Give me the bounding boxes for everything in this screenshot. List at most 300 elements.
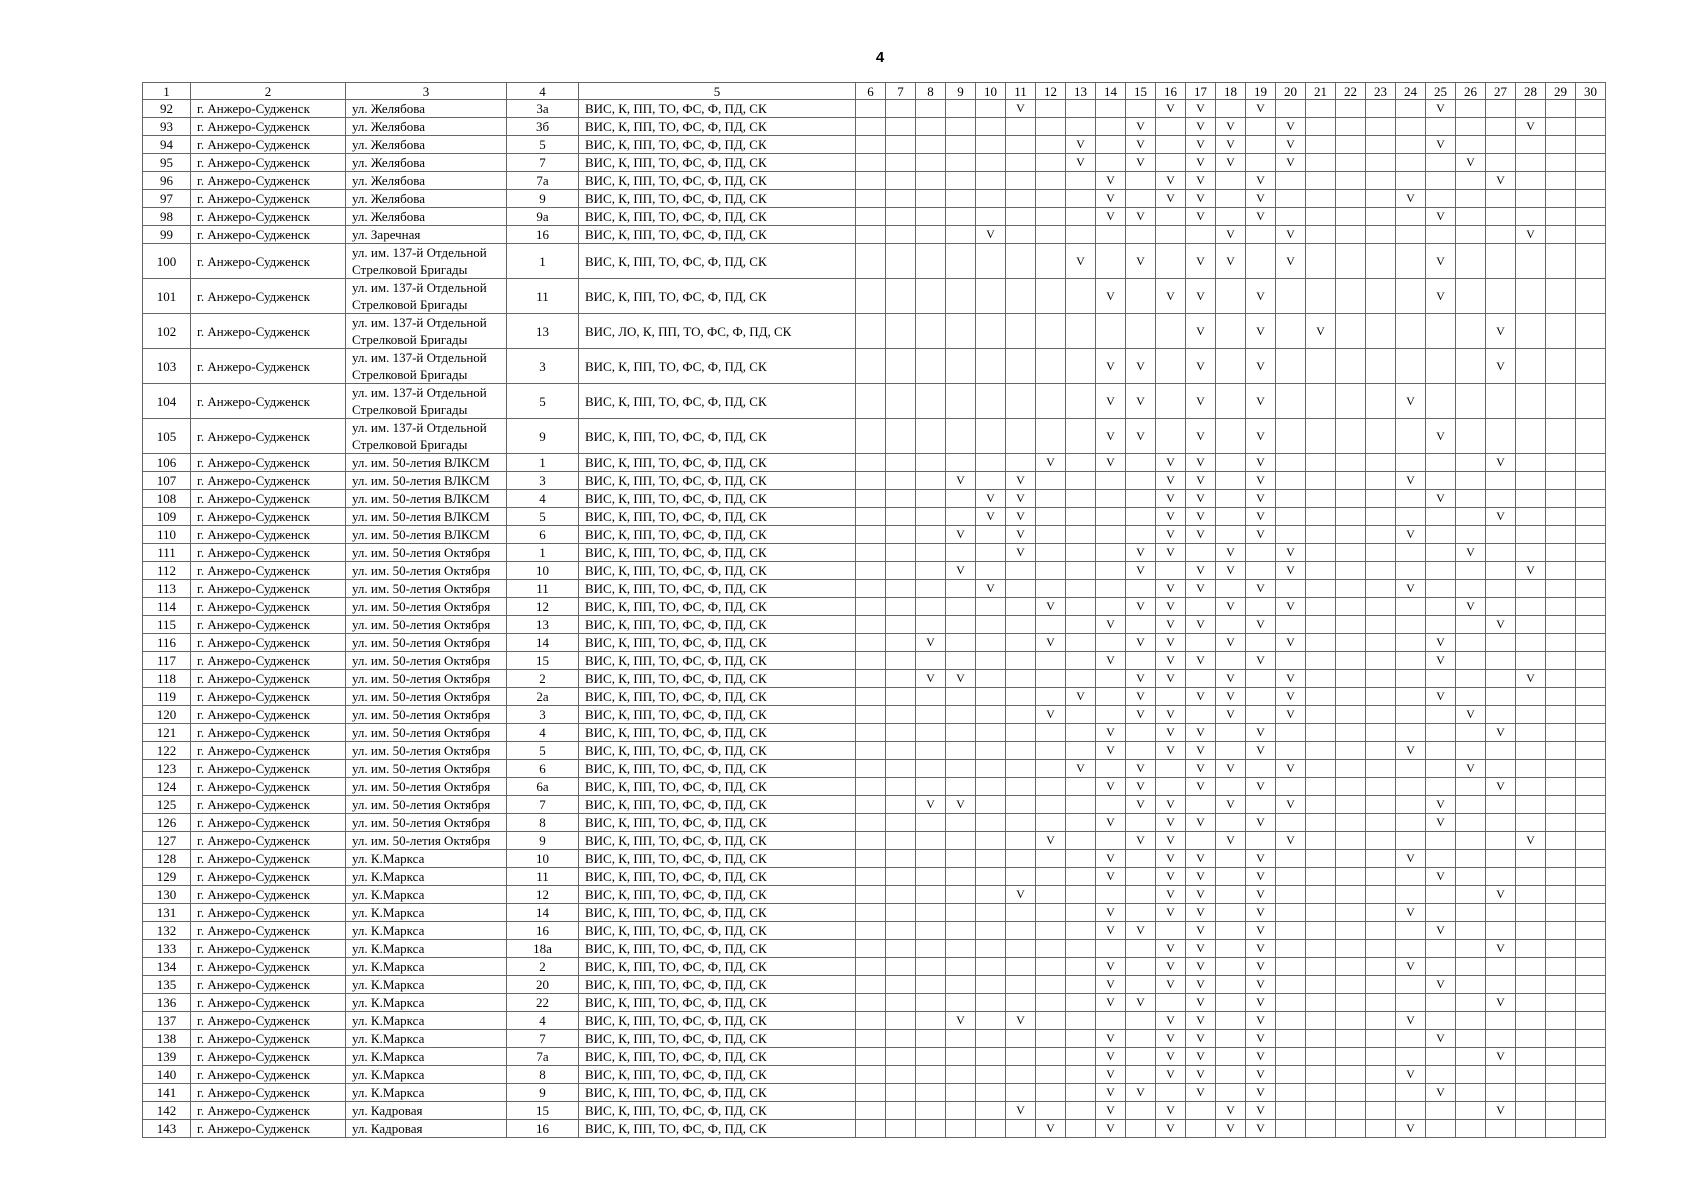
- city-cell: г. Анжеро-Судженск: [191, 760, 346, 778]
- empty-cell: [1036, 544, 1066, 562]
- empty-cell: [1006, 814, 1036, 832]
- empty-cell: [1066, 778, 1096, 796]
- mark-cell: V: [1156, 490, 1186, 508]
- mark-cell: V: [1246, 616, 1276, 634]
- empty-cell: [1006, 598, 1036, 616]
- empty-cell: [1366, 419, 1396, 454]
- empty-cell: [916, 958, 946, 976]
- row-number-cell: 131: [143, 904, 191, 922]
- empty-cell: [1336, 598, 1366, 616]
- empty-cell: [916, 190, 946, 208]
- empty-cell: [1546, 490, 1576, 508]
- empty-cell: [1036, 226, 1066, 244]
- empty-cell: [916, 526, 946, 544]
- mark-cell: V: [1246, 976, 1276, 994]
- column-number-cell: 11: [1006, 83, 1036, 100]
- works-list-cell: ВИС, К, ПП, ТО, ФС, Ф, ПД, СК: [579, 724, 856, 742]
- empty-cell: [1066, 976, 1096, 994]
- empty-cell: [916, 349, 946, 384]
- empty-cell: [1486, 279, 1516, 314]
- works-list-cell: ВИС, К, ПП, ТО, ФС, Ф, ПД, СК: [579, 850, 856, 868]
- mark-cell: V: [1186, 904, 1216, 922]
- mark-cell: V: [1426, 976, 1456, 994]
- empty-cell: [946, 922, 976, 940]
- city-cell: г. Анжеро-Судженск: [191, 419, 346, 454]
- mark-cell: V: [1186, 314, 1216, 349]
- empty-cell: [1006, 1084, 1036, 1102]
- empty-cell: [1456, 976, 1486, 994]
- empty-cell: [1576, 1066, 1606, 1084]
- mark-cell: V: [1036, 832, 1066, 850]
- empty-cell: [1576, 904, 1606, 922]
- empty-cell: [1066, 868, 1096, 886]
- house-number-cell: 8: [507, 814, 579, 832]
- empty-cell: [1546, 580, 1576, 598]
- empty-cell: [1036, 136, 1066, 154]
- empty-cell: [1516, 652, 1546, 670]
- table-row: [143, 136, 1606, 154]
- empty-cell: [1336, 850, 1366, 868]
- mark-cell: V: [1186, 118, 1216, 136]
- empty-cell: [1096, 244, 1126, 279]
- empty-cell: [946, 778, 976, 796]
- empty-cell: [1006, 904, 1036, 922]
- empty-cell: [1546, 314, 1576, 349]
- city-cell: г. Анжеро-Судженск: [191, 244, 346, 279]
- works-list-cell: ВИС, К, ПП, ТО, ФС, Ф, ПД, СК: [579, 1084, 856, 1102]
- empty-cell: [1516, 814, 1546, 832]
- mark-cell: V: [1426, 279, 1456, 314]
- table-row: [143, 724, 1606, 742]
- empty-cell: [1006, 1048, 1036, 1066]
- street-cell: ул. Желябова: [346, 172, 507, 190]
- mark-cell: V: [1246, 172, 1276, 190]
- empty-cell: [1036, 580, 1066, 598]
- column-number-cell: 30: [1576, 83, 1606, 100]
- mark-cell: V: [1186, 994, 1216, 1012]
- empty-cell: [1156, 384, 1186, 419]
- empty-cell: [1126, 940, 1156, 958]
- mark-cell: V: [1426, 688, 1456, 706]
- empty-cell: [1516, 508, 1546, 526]
- empty-cell: [1036, 868, 1066, 886]
- empty-cell: [886, 742, 916, 760]
- empty-cell: [1486, 244, 1516, 279]
- house-number-cell: 11: [507, 580, 579, 598]
- mark-cell: V: [1246, 508, 1276, 526]
- table-row: [143, 490, 1606, 508]
- mark-cell: V: [1186, 1066, 1216, 1084]
- street-cell: ул. им. 50-летия ВЛКСМ: [346, 454, 507, 472]
- empty-cell: [1396, 226, 1426, 244]
- empty-cell: [1126, 1012, 1156, 1030]
- empty-cell: [1126, 616, 1156, 634]
- table-row: [143, 384, 1606, 419]
- empty-cell: [916, 976, 946, 994]
- empty-cell: [1066, 796, 1096, 814]
- mark-cell: V: [1186, 349, 1216, 384]
- empty-cell: [1216, 814, 1246, 832]
- mark-cell: V: [1186, 490, 1216, 508]
- works-list-cell: ВИС, ЛО, К, ПП, ТО, ФС, Ф, ПД, СК: [579, 314, 856, 349]
- empty-cell: [1096, 670, 1126, 688]
- empty-cell: [1426, 832, 1456, 850]
- empty-cell: [1216, 976, 1246, 994]
- empty-cell: [1576, 1102, 1606, 1120]
- empty-cell: [1006, 850, 1036, 868]
- empty-cell: [1006, 208, 1036, 226]
- empty-cell: [1426, 349, 1456, 384]
- empty-cell: [946, 1084, 976, 1102]
- empty-cell: [886, 904, 916, 922]
- works-list-cell: ВИС, К, ПП, ТО, ФС, Ф, ПД, СК: [579, 1048, 856, 1066]
- empty-cell: [1156, 226, 1186, 244]
- empty-cell: [1276, 508, 1306, 526]
- row-number-cell: 143: [143, 1120, 191, 1138]
- empty-cell: [1396, 1048, 1426, 1066]
- empty-cell: [1396, 886, 1426, 904]
- street-cell: ул. К.Маркса: [346, 850, 507, 868]
- empty-cell: [1336, 796, 1366, 814]
- city-cell: г. Анжеро-Судженск: [191, 706, 346, 724]
- mark-cell: V: [1186, 562, 1216, 580]
- street-cell: ул. К.Маркса: [346, 1066, 507, 1084]
- empty-cell: [1216, 349, 1246, 384]
- empty-cell: [1336, 778, 1366, 796]
- empty-cell: [1186, 706, 1216, 724]
- empty-cell: [1066, 1030, 1096, 1048]
- empty-cell: [1396, 118, 1426, 136]
- city-cell: г. Анжеро-Судженск: [191, 922, 346, 940]
- empty-cell: [976, 652, 1006, 670]
- empty-cell: [1036, 279, 1066, 314]
- empty-cell: [1576, 490, 1606, 508]
- empty-cell: [1126, 226, 1156, 244]
- mark-cell: V: [1156, 886, 1186, 904]
- empty-cell: [916, 172, 946, 190]
- empty-cell: [976, 922, 1006, 940]
- empty-cell: [1066, 490, 1096, 508]
- house-number-cell: 14: [507, 634, 579, 652]
- mark-cell: V: [1036, 1120, 1066, 1138]
- street-cell: ул. им. 50-летия Октября: [346, 580, 507, 598]
- empty-cell: [1426, 706, 1456, 724]
- empty-cell: [1036, 814, 1066, 832]
- empty-cell: [886, 1012, 916, 1030]
- empty-cell: [1336, 208, 1366, 226]
- mark-cell: V: [1486, 724, 1516, 742]
- empty-cell: [1576, 1030, 1606, 1048]
- house-number-cell: 3: [507, 472, 579, 490]
- empty-cell: [1486, 190, 1516, 208]
- empty-cell: [856, 562, 886, 580]
- empty-cell: [946, 172, 976, 190]
- city-cell: г. Анжеро-Судженск: [191, 814, 346, 832]
- mark-cell: V: [1156, 1030, 1186, 1048]
- row-number-cell: 122: [143, 742, 191, 760]
- empty-cell: [1366, 136, 1396, 154]
- empty-cell: [1036, 100, 1066, 118]
- mark-cell: V: [1126, 244, 1156, 279]
- works-list-cell: ВИС, К, ПП, ТО, ФС, Ф, ПД, СК: [579, 226, 856, 244]
- house-number-cell: 1: [507, 244, 579, 279]
- empty-cell: [856, 490, 886, 508]
- empty-cell: [856, 244, 886, 279]
- empty-cell: [886, 454, 916, 472]
- empty-cell: [1456, 904, 1486, 922]
- mark-cell: V: [976, 226, 1006, 244]
- table-row: [143, 958, 1606, 976]
- city-cell: г. Анжеро-Судженск: [191, 598, 346, 616]
- mark-cell: V: [1486, 1102, 1516, 1120]
- table-row: [143, 100, 1606, 118]
- empty-cell: [1276, 384, 1306, 419]
- empty-cell: [916, 940, 946, 958]
- empty-cell: [976, 724, 1006, 742]
- row-number-cell: 137: [143, 1012, 191, 1030]
- empty-cell: [1276, 958, 1306, 976]
- empty-cell: [1546, 634, 1576, 652]
- empty-cell: [856, 652, 886, 670]
- empty-cell: [1306, 1048, 1336, 1066]
- empty-cell: [1546, 454, 1576, 472]
- empty-cell: [1336, 279, 1366, 314]
- city-cell: г. Анжеро-Судженск: [191, 349, 346, 384]
- empty-cell: [1066, 634, 1096, 652]
- empty-cell: [1576, 314, 1606, 349]
- empty-cell: [916, 244, 946, 279]
- empty-cell: [1456, 724, 1486, 742]
- works-list-cell: ВИС, К, ПП, ТО, ФС, Ф, ПД, СК: [579, 190, 856, 208]
- empty-cell: [1576, 244, 1606, 279]
- mark-cell: V: [1216, 562, 1246, 580]
- mark-cell: V: [1276, 154, 1306, 172]
- empty-cell: [1336, 1084, 1366, 1102]
- empty-cell: [886, 652, 916, 670]
- empty-cell: [1426, 742, 1456, 760]
- empty-cell: [1276, 652, 1306, 670]
- empty-cell: [1366, 958, 1396, 976]
- mark-cell: V: [1186, 1012, 1216, 1030]
- empty-cell: [1546, 922, 1576, 940]
- mark-cell: V: [1126, 670, 1156, 688]
- empty-cell: [886, 940, 916, 958]
- empty-cell: [1306, 598, 1336, 616]
- empty-cell: [886, 760, 916, 778]
- mark-cell: V: [1066, 688, 1096, 706]
- street-cell: ул. им. 50-летия ВЛКСМ: [346, 490, 507, 508]
- empty-cell: [976, 760, 1006, 778]
- mark-cell: V: [1276, 796, 1306, 814]
- empty-cell: [1276, 1102, 1306, 1120]
- empty-cell: [1036, 1048, 1066, 1066]
- mark-cell: V: [1156, 279, 1186, 314]
- empty-cell: [1336, 976, 1366, 994]
- street-cell: ул. Желябова: [346, 118, 507, 136]
- empty-cell: [1216, 508, 1246, 526]
- empty-cell: [946, 832, 976, 850]
- empty-cell: [916, 922, 946, 940]
- table-row: [143, 1048, 1606, 1066]
- empty-cell: [1516, 706, 1546, 724]
- city-cell: г. Анжеро-Судженск: [191, 279, 346, 314]
- mark-cell: V: [1426, 1084, 1456, 1102]
- empty-cell: [1336, 508, 1366, 526]
- empty-cell: [886, 384, 916, 419]
- empty-cell: [1336, 580, 1366, 598]
- mark-cell: V: [1186, 154, 1216, 172]
- empty-cell: [1186, 598, 1216, 616]
- column-number-cell: 26: [1456, 83, 1486, 100]
- empty-cell: [1396, 454, 1426, 472]
- mark-cell: V: [1186, 580, 1216, 598]
- empty-cell: [916, 868, 946, 886]
- empty-cell: [1306, 244, 1336, 279]
- mark-cell: V: [1186, 742, 1216, 760]
- house-number-cell: 2а: [507, 688, 579, 706]
- empty-cell: [1036, 760, 1066, 778]
- empty-cell: [1066, 904, 1096, 922]
- empty-cell: [1456, 136, 1486, 154]
- empty-cell: [856, 994, 886, 1012]
- empty-cell: [1396, 314, 1426, 349]
- row-number-cell: 129: [143, 868, 191, 886]
- mark-cell: V: [1486, 616, 1516, 634]
- empty-cell: [886, 244, 916, 279]
- empty-cell: [1546, 384, 1576, 419]
- empty-cell: [1516, 796, 1546, 814]
- empty-cell: [856, 796, 886, 814]
- empty-cell: [1546, 562, 1576, 580]
- empty-cell: [1336, 1102, 1366, 1120]
- empty-cell: [1066, 994, 1096, 1012]
- mark-cell: V: [1246, 384, 1276, 419]
- house-number-cell: 4: [507, 490, 579, 508]
- empty-cell: [1486, 706, 1516, 724]
- empty-cell: [1216, 1030, 1246, 1048]
- empty-cell: [976, 1030, 1006, 1048]
- column-number-cell: 6: [856, 83, 886, 100]
- empty-cell: [1036, 244, 1066, 279]
- empty-cell: [1036, 208, 1066, 226]
- mark-cell: V: [1156, 100, 1186, 118]
- empty-cell: [1456, 490, 1486, 508]
- mark-cell: V: [1276, 706, 1306, 724]
- mark-cell: V: [1186, 1048, 1216, 1066]
- mark-cell: V: [1186, 384, 1216, 419]
- mark-cell: V: [1096, 778, 1126, 796]
- mark-cell: V: [1096, 652, 1126, 670]
- city-cell: г. Анжеро-Судженск: [191, 490, 346, 508]
- empty-cell: [1126, 868, 1156, 886]
- empty-cell: [1546, 688, 1576, 706]
- mark-cell: V: [1036, 598, 1066, 616]
- empty-cell: [1276, 940, 1306, 958]
- table-row: [143, 670, 1606, 688]
- empty-cell: [946, 760, 976, 778]
- empty-cell: [1486, 832, 1516, 850]
- city-cell: г. Анжеро-Судженск: [191, 508, 346, 526]
- mark-cell: V: [1396, 190, 1426, 208]
- house-number-cell: 11: [507, 279, 579, 314]
- mark-cell: V: [1216, 154, 1246, 172]
- empty-cell: [1366, 544, 1396, 562]
- empty-cell: [1396, 154, 1426, 172]
- empty-cell: [946, 868, 976, 886]
- street-cell: ул. им. 50-летия Октября: [346, 634, 507, 652]
- empty-cell: [1396, 760, 1426, 778]
- empty-cell: [916, 454, 946, 472]
- empty-cell: [1306, 616, 1336, 634]
- empty-cell: [1456, 670, 1486, 688]
- empty-cell: [1336, 349, 1366, 384]
- mark-cell: V: [1396, 1066, 1426, 1084]
- empty-cell: [1486, 1066, 1516, 1084]
- house-number-cell: 20: [507, 976, 579, 994]
- table-row: [143, 226, 1606, 244]
- mark-cell: V: [1246, 994, 1276, 1012]
- empty-cell: [1576, 886, 1606, 904]
- mark-cell: V: [1486, 1048, 1516, 1066]
- empty-cell: [1126, 850, 1156, 868]
- empty-cell: [1486, 419, 1516, 454]
- empty-cell: [1396, 670, 1426, 688]
- mark-cell: V: [1156, 652, 1186, 670]
- empty-cell: [1126, 172, 1156, 190]
- mark-cell: V: [1246, 850, 1276, 868]
- empty-cell: [1276, 100, 1306, 118]
- empty-cell: [1516, 778, 1546, 796]
- empty-cell: [856, 100, 886, 118]
- empty-cell: [1366, 670, 1396, 688]
- empty-cell: [976, 1012, 1006, 1030]
- empty-cell: [1456, 1066, 1486, 1084]
- city-cell: г. Анжеро-Судженск: [191, 472, 346, 490]
- empty-cell: [1216, 454, 1246, 472]
- row-number-cell: 100: [143, 244, 191, 279]
- empty-cell: [976, 314, 1006, 349]
- mark-cell: V: [1186, 850, 1216, 868]
- empty-cell: [1516, 1102, 1546, 1120]
- mark-cell: V: [1096, 190, 1126, 208]
- column-number-cell: 17: [1186, 83, 1216, 100]
- empty-cell: [1546, 1102, 1576, 1120]
- empty-cell: [1486, 1030, 1516, 1048]
- street-cell: ул. им. 50-летия Октября: [346, 778, 507, 796]
- empty-cell: [1486, 904, 1516, 922]
- empty-cell: [1276, 314, 1306, 349]
- empty-cell: [1276, 1120, 1306, 1138]
- house-number-cell: 3: [507, 349, 579, 384]
- empty-cell: [1426, 172, 1456, 190]
- empty-cell: [1126, 904, 1156, 922]
- empty-cell: [1276, 616, 1306, 634]
- empty-cell: [1366, 279, 1396, 314]
- empty-cell: [1276, 886, 1306, 904]
- empty-cell: [976, 1084, 1006, 1102]
- empty-cell: [1216, 208, 1246, 226]
- empty-cell: [1516, 454, 1546, 472]
- works-list-cell: ВИС, К, ПП, ТО, ФС, Ф, ПД, СК: [579, 384, 856, 419]
- table-row: [143, 244, 1606, 279]
- empty-cell: [946, 490, 976, 508]
- row-number-cell: 112: [143, 562, 191, 580]
- empty-cell: [946, 190, 976, 208]
- empty-cell: [1426, 226, 1456, 244]
- empty-cell: [1216, 172, 1246, 190]
- table-row: [143, 454, 1606, 472]
- empty-cell: [1246, 244, 1276, 279]
